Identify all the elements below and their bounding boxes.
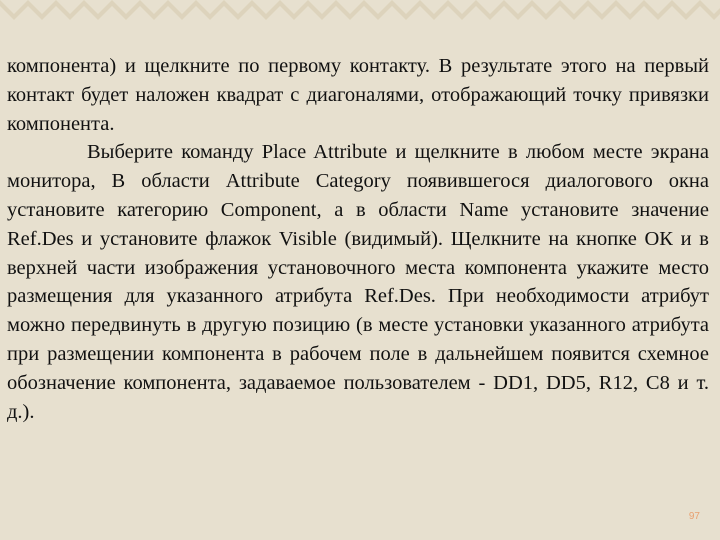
chevron-shape [168,0,196,20]
chevron-shape [0,0,28,20]
chevron-shape [84,0,112,20]
body-text [7,52,709,426]
page-number: 97 [688,511,700,522]
chevron-shape [364,0,392,20]
chevron-shape [700,0,720,20]
chevron-shape [476,0,504,20]
chevron-shape [336,0,364,20]
chevron-shape [308,0,336,20]
paragraph-2: Выберите команду Place Attribute и щелкните в любом месте экрана монитора, В области Attribute Category появившегося диалогового окна установите категорию Component, а в области Name установите значение Ref.Des и установите флажок Visible (видимый). Щелкните на кнопке ОК и в верхней части изображения установочного места компонента укажите место размещения для указанного атрибута Ref.Des. При необходимости атрибут можно передвинуть в другую позицию (в месте установки указанного атрибута при размещении компонента в рабочем поле в дальнейшем появится схемное обозначение компонента, задаваемое пользователем - DD1, DD5, R12, C8 и т. д.). [7,141,709,423]
chevron-shape [252,0,280,20]
chevron-shape [504,0,532,20]
chevron-shape [224,0,252,20]
chevron-shape [560,0,588,20]
chevron-shape [448,0,476,20]
chevron-shape [644,0,672,20]
chevron-shape [532,0,560,20]
chevron-shape [28,0,56,20]
chevron-shape [672,0,700,20]
chevron-shape [392,0,420,20]
chevron-shape [140,0,168,20]
chevron-shape [616,0,644,20]
chevron-shape [112,0,140,20]
paragraph-1: компонента) и щелкните по первому контакту. В результате этого на первый контакт будет наложен квадрат с диагоналями, отображающий точку привязки компонента. [7,55,709,135]
chevron-shape [280,0,308,20]
chevron-shape [588,0,616,20]
chevron-shape [56,0,84,20]
chevron-shape [420,0,448,20]
chevron-shape [196,0,224,20]
